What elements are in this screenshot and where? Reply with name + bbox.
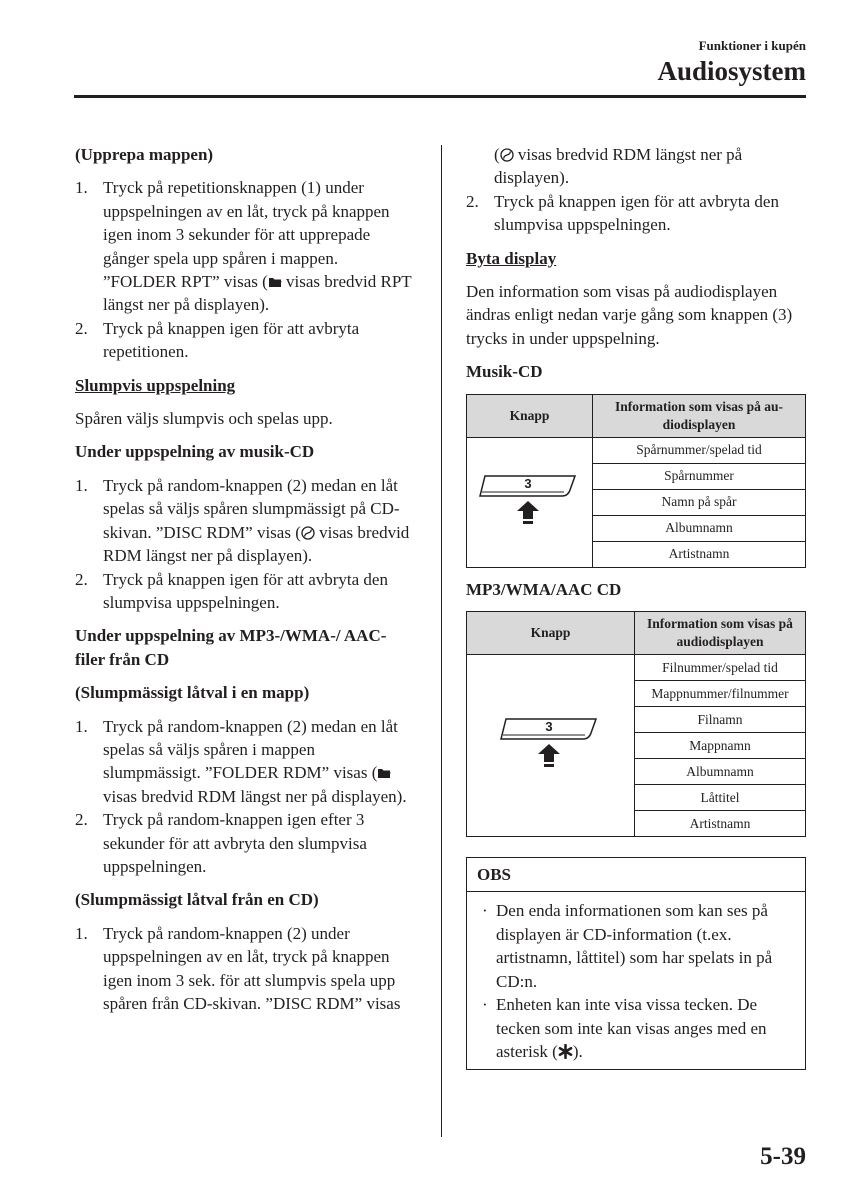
header-rule [74, 95, 806, 98]
table-cell: Mappnummer/filnummer [635, 681, 806, 707]
note-text-cont: ). [572, 1041, 583, 1061]
table-cell: Filnamn [635, 707, 806, 733]
step-number: 1. [75, 923, 88, 943]
up-arrow-icon [517, 501, 539, 524]
table-cell: Filnummer/spelad tid [635, 655, 806, 681]
step-text: Tryck på random-knappen igen efter 3 sekunder för att avbryta den slumpvisa uppspelningen. [103, 810, 367, 876]
folder-icon [268, 275, 282, 289]
random-disc-icon [301, 526, 315, 540]
step-text: Tryck på knappen igen för att avbryta den slumpvisa uppspelningen. [494, 191, 779, 235]
table-cell: Artistnamn [593, 541, 806, 567]
step-text: Tryck på random-knappen (2) under uppspelningen av en låt, tryck på knappen igen inom 3 sek. för att slumpvis spela upp spåren från CD-skivan. ”DISC RDM” visas [103, 923, 401, 1013]
right-column [466, 143, 806, 1070]
page-number: 5-39 [760, 1143, 806, 1170]
note-title: OBS [467, 858, 805, 892]
note-item [479, 993, 797, 1063]
note-text: Enheten kan inte visa vissa tecken. De tecken som inte kan visas anges med en asterisk ( [496, 995, 767, 1061]
step-number: 2. [75, 810, 88, 830]
table-header-info: Information som visas på au-diodisplayen [593, 394, 806, 437]
table-cell: Mappnamn [635, 733, 806, 759]
heading-random-cd: (Slumpmässigt låtval från en CD) [75, 890, 319, 910]
table-cell: Spårnummer/spelad tid [593, 437, 806, 463]
column-divider [441, 145, 442, 1137]
mp3-cd-table [466, 611, 806, 837]
step-text-cont: visas bredvid RDM längst ner på displayen). [103, 786, 407, 806]
up-arrow-icon [538, 744, 560, 767]
random-cd-steps-cont [466, 143, 806, 237]
step-text: Tryck på random-knappen (2) medan en låt spelas så väljs spåren slumpmässigt på CD-skivan. ”DISC RDM” visas ( [103, 475, 400, 542]
step-text-cont: visas bredvid RDM längst ner på displayen). [494, 145, 743, 188]
list-item [75, 808, 415, 878]
table-cell: Artistnamn [635, 811, 806, 837]
table-cell: Spårnummer [593, 463, 806, 489]
table-header-button: Knapp [467, 394, 593, 437]
bullet: · [482, 901, 488, 921]
step-text: Tryck på knappen igen för att avbryta den slumpvisa uppspelningen. [103, 569, 388, 612]
table-header-button: Knapp [467, 612, 635, 655]
table-row [467, 437, 806, 463]
step-number: 1. [75, 475, 88, 495]
note-body [467, 892, 805, 1069]
note-text: Den enda informationen som kan ses på displayen är CD-information (t.ex. artistnamn, låttitel) som har spelats in på CD:n. [496, 901, 773, 991]
step-text-cont: visas bredvid RDM längst ner på displayen). [103, 522, 410, 566]
heading-musik-cd: Musik-CD [466, 362, 543, 382]
page-title: Audiosystem [657, 56, 806, 86]
button-label: 3 [523, 475, 532, 491]
step-number: 2. [75, 569, 88, 589]
heading-folder-repeat: (Upprepa mappen) [75, 145, 214, 164]
heading-random-play: Slumpvis uppspelning [75, 375, 236, 395]
asterisk-icon [558, 1044, 573, 1059]
table-cell: Albumnamn [635, 759, 806, 785]
list-item [75, 715, 415, 809]
heading-mp3-cd: MP3/WMA/AAC CD [466, 579, 622, 599]
table-cell: Låttitel [635, 785, 806, 811]
left-column [75, 143, 415, 1025]
step-text: Tryck på random-knappen (2) medan en låt spelas så väljs spåren i mappen slumpmässigt. ”FOLDER RDM” visas ( [103, 716, 398, 783]
heading-change-display: Byta display [466, 248, 557, 268]
folder-icon [377, 766, 391, 780]
bullet: · [482, 995, 488, 1015]
button-3-icon [470, 468, 590, 532]
table-header-info: Information som visas på audiodisplayen [635, 612, 806, 655]
folder-repeat-steps [75, 176, 415, 363]
list-item [75, 922, 415, 1016]
random-folder-steps [75, 715, 415, 879]
list-item [75, 176, 415, 316]
heading-music-cd: Under uppspelning av musik-CD [75, 442, 315, 462]
button-cell [467, 655, 635, 837]
header-section: Funktioner i kupén [698, 38, 806, 53]
music-cd-steps [75, 474, 415, 614]
musik-cd-table [466, 394, 806, 568]
table-cell: Albumnamn [593, 515, 806, 541]
step-number: 2. [466, 191, 479, 211]
display-intro: Den information som visas på audiodisplayen ändras enligt nedan varje gång som knappen (3) trycks in under uppspelning. [466, 282, 793, 348]
note-box [466, 857, 806, 1070]
note-item [479, 899, 797, 993]
random-disc-icon [500, 148, 514, 162]
random-cd-steps [75, 922, 415, 1016]
step-text: Tryck på knappen igen för att avbryta repetitionen. [103, 318, 360, 362]
step-number: 1. [75, 178, 88, 198]
list-item [466, 190, 806, 237]
table-cell: Namn på spår [593, 489, 806, 515]
heading-mp3-files: Under uppspelning av MP3-/WMA-/ AAC-filer från CD [75, 626, 387, 669]
step-number: 2. [75, 318, 88, 338]
list-item: ( visas bredvid RDM längst ner på displayen). [494, 145, 743, 188]
table-row [467, 655, 806, 681]
button-3-icon [491, 711, 611, 775]
list-item [75, 317, 415, 364]
step-text-cont: visas bredvid RPT längst ner på displayen). [103, 272, 412, 315]
button-cell [467, 437, 593, 567]
list-item [75, 474, 415, 568]
random-intro: Spåren väljs slumpvis och spelas upp. [75, 409, 333, 429]
step-number: 1. [75, 716, 88, 736]
step-text: Tryck på repetitionsknappen (1) under uppspelningen av en låt, tryck på knappen igen inom 3 sekunder för att upprepade gånger spela upp spåren i mappen. ”FOLDER RPT” visas ( [103, 178, 390, 292]
list-item [75, 568, 415, 615]
button-label: 3 [544, 719, 553, 735]
heading-random-folder: (Slumpmässigt låtval i en mapp) [75, 683, 310, 703]
